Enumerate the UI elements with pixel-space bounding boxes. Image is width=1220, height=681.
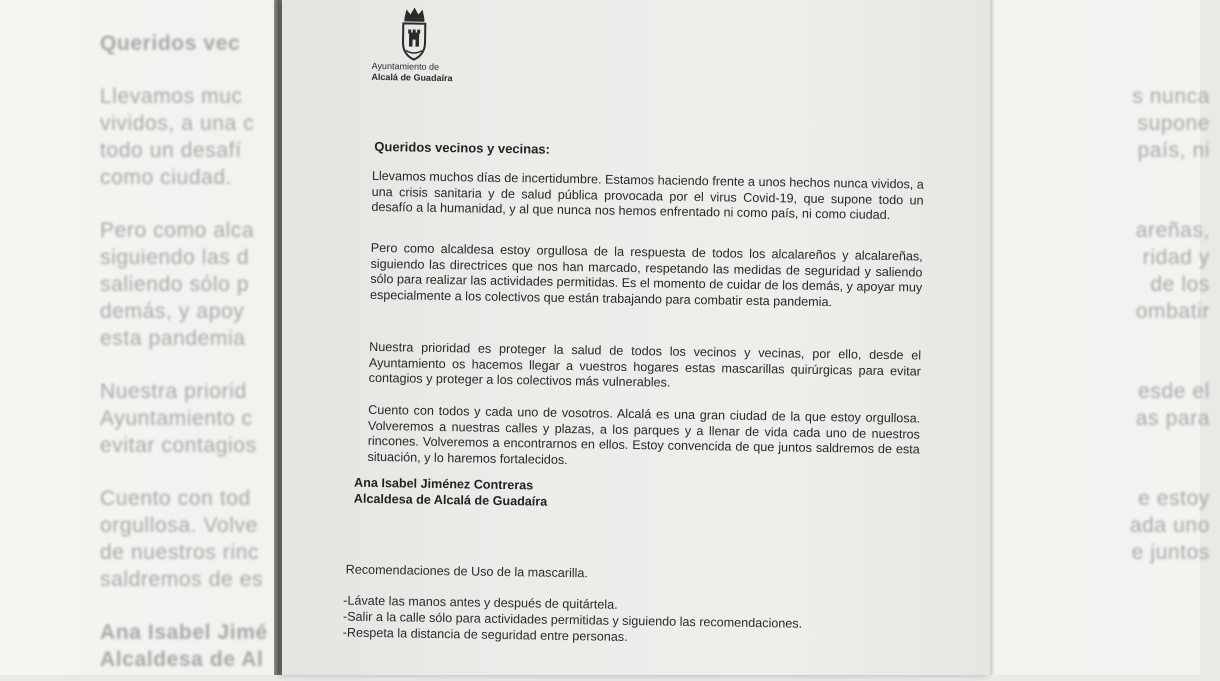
- paragraph-2: Pero como alcaldesa estoy orgullosa de la respuesta de todos los alcalareños y alcalareñas, siguiendo las directrices que nos han marcado, respetando las medidas de seguridad y saliendo sólo para realizar las actividades permitidas. Es el momento de cuidar de los demás, y apoyar muy especialmente a los colectivos que están trabajando para combatir esta pandemia.: [369, 240, 923, 309]
- recommendations-list: [343, 593, 803, 648]
- coat-of-arms-icon: [399, 4, 430, 62]
- paragraph-4: Cuento con todos y cada uno de vosotros. Alcalá es una gran ciudad de la que estoy orgullosa. Volveremos a nuestras calles y plazas, a los parques y a llenar de vida cada uno de nuestros rincones. Volveremos a encontrarnos en ellos. Estoy convencida de que juntos saldremos de esta situación, y lo haremos fortalecidos.: [367, 402, 921, 467]
- letter-content: [276, 0, 995, 681]
- letter-sheet: [282, 0, 990, 675]
- blurred-background-right: s nunca supone país, ni areñas, ridad y de los ombatir esde el as para e estoy ada uno e juntos: [1129, 85, 1210, 564]
- org-name-line1: Ayuntamiento de: [371, 60, 440, 72]
- org-name-line2: Alcalá de Guadaíra: [371, 71, 453, 84]
- list-item: -Respeta la distancia de seguridad entre personas.: [342, 625, 628, 644]
- signature-title: Alcaldesa de Alcalá de Guadaíra: [353, 491, 548, 509]
- recommendations-title: Recomendaciones de Uso de la mascarilla.: [345, 562, 589, 581]
- list-item: -Lávate las manos antes y después de quitártela.: [343, 593, 618, 612]
- paragraph-3: Nuestra prioridad es proteger la salud de todos los vecinos y vecinas, por ello, desde el Ayuntamiento os hacemos llegar a vuestros hogares estas mascarillas quirúrgicas para evitar contagios y proteger a los colectivos más vulnerables.: [368, 339, 922, 390]
- blurred-background-left: Queridos vec Llevamos muc vividos, a una c todo un desafí como ciudad. Pero como alca siguiendo las d saliendo sólo p demás, y apoy esta pandemia Nuestra priorid Ayuntamiento c evitar contagios Cuento con tod orgullosa. Volve de nuestros rinc saldremos de es Ana Isabel Jimé Alcaldesa de Al: [100, 32, 268, 671]
- list-item: -Salir a la calle sólo para actividades permitidas y siguiendo las recomendaciones.: [342, 609, 803, 631]
- paragraph-1: Llevamos muchos días de incertidumbre. Estamos haciendo frente a unos hechos nunca vividos, a una crisis sanitaria y de salud pública provocada por el virus Covid-19, que supone todo un desafío a la humanidad, y al que nunca nos hemos enfrentado ni como país, ni como ciudad.: [371, 168, 924, 223]
- signature-name: Ana Isabel Jiménez Contreras: [353, 475, 534, 493]
- salutation: Queridos vecinos y vecinas:: [374, 138, 551, 157]
